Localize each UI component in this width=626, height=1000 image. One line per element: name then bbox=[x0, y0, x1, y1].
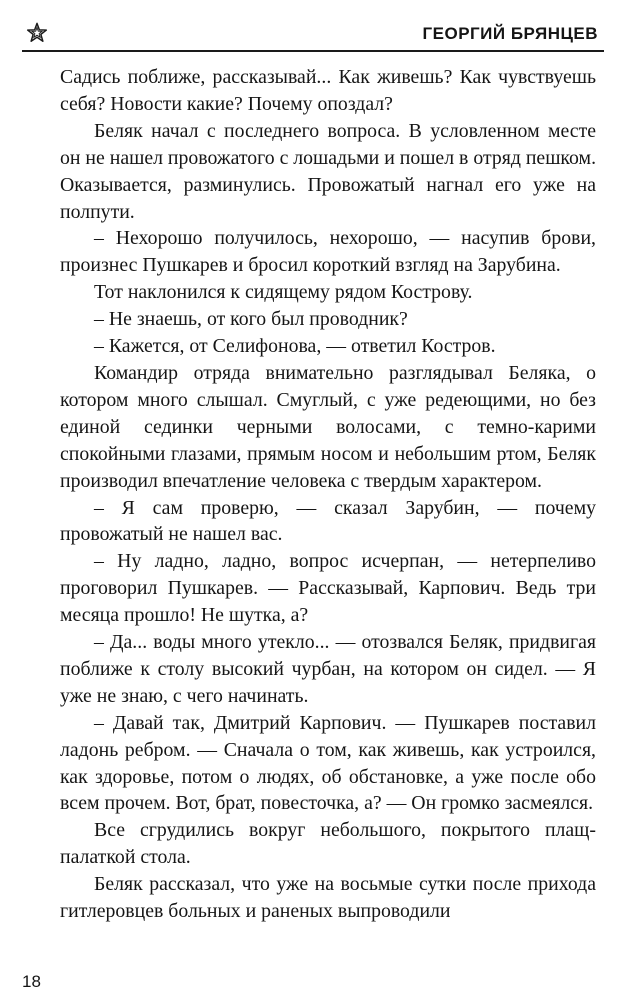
paragraph: – Ну ладно, ладно, вопрос исчерпан, — нетерпеливо проговорил Пушкарев. — Рассказывай, Карпович. Ведь три месяца прошло! Не шутка, а? bbox=[60, 550, 596, 627]
star-outline-icon bbox=[26, 22, 48, 44]
paragraph: Тот наклонился к сидящему рядом Кострову. bbox=[94, 281, 473, 304]
paragraph: Садись поближе, рассказывай... Как живешь? Как чувствуешь себя? Новости какие? Почему опоздал? bbox=[60, 66, 596, 115]
body-text bbox=[60, 64, 596, 925]
page-number: 18 bbox=[22, 972, 41, 991]
paragraph: Все сгрудились вокруг небольшого, покрытого плащ-палаткой стола. bbox=[60, 819, 596, 869]
paragraph: Беляк начал с последнего вопроса. В условленном месте он не нашел провожатого с лошадьми и пошел в отряд пешком. Оказывается, разминулись. Провожатый нагнал его уже на полпути. bbox=[60, 119, 597, 223]
author-name: ГЕОРГИЙ БРЯНЦЕВ bbox=[422, 24, 598, 43]
paragraph: – Давай так, Дмитрий Карпович. — Пушкарев поставил ладонь ребром. — Сначала о том, как живешь, как устроился, как здоровье, потом о людях, об обстановке, а уже после обо всем прочем. Вот, брат, повесточка, а? — Он громко засмеялся. bbox=[60, 711, 596, 815]
paragraph: – Не знаешь, от кого был проводник? bbox=[94, 308, 408, 331]
paragraph: – Я сам проверю, — сказал Зарубин, — почему провожатый не нашел вас. bbox=[60, 496, 596, 546]
paragraph: – Нехорошо получилось, нехорошо, — насупив брови, произнес Пушкарев и бросил короткий взгляд на Зарубина. bbox=[60, 227, 596, 277]
paragraph: – Да... воды много утекло... — отозвался Беляк, придвигая поближе к столу высокий чурбан, на котором он сидел. — Я уже не знаю, с чего начинать. bbox=[60, 631, 596, 707]
paragraph: – Кажется, от Селифонова, — ответил Костров. bbox=[94, 335, 496, 358]
paragraph: Беляк рассказал, что уже на восьмые сутки после прихода гитлеровцев больных и раненых выпроводили bbox=[60, 873, 596, 923]
paragraph: Командир отряда внимательно разглядывал Беляка, о котором много слышал. Смуглый, с уже редеющими, но без единой сединки черными волосами, с темно-карими спокойными глазами, прямым носом и небольшим ртом, Беляк производил впечатление человека с твердым характером. bbox=[60, 361, 596, 492]
running-header bbox=[22, 14, 604, 52]
